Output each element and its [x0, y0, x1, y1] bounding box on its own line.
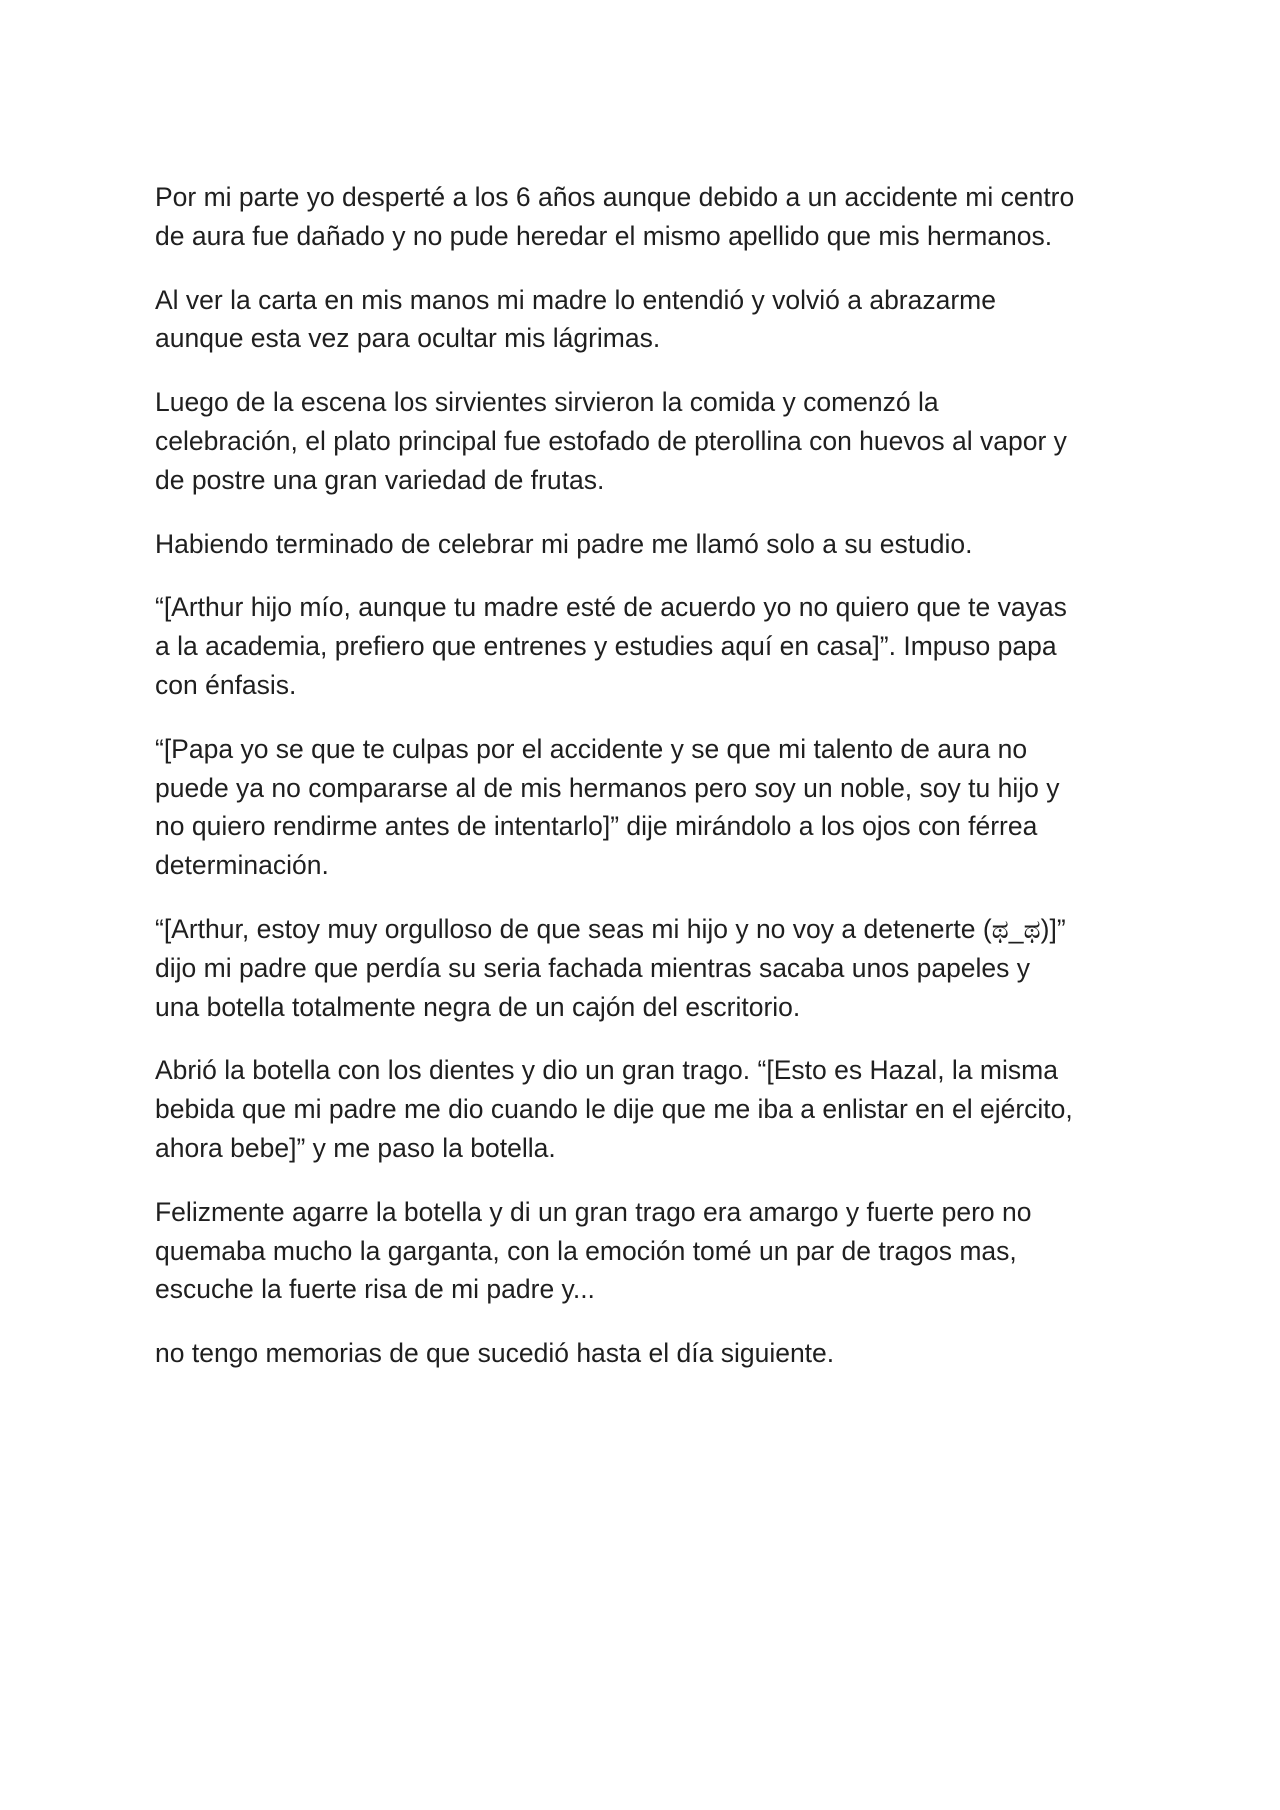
- document-body: [155, 178, 1140, 1398]
- paragraph-2: Al ver la carta en mis manos mi madre lo entendió y volvió a abrazarme aunque esta vez para ocultar mis lágrimas.: [155, 284, 996, 354]
- paragraph-6: “[Papa yo se que te culpas por el accidente y se que mi talento de aura no puede ya no compararse al de mis hermanos pero soy un noble, soy tu hijo y no quiero rendirme antes de intentarlo]” dije mirándolo a los ojos con férrea determinación.: [155, 733, 1060, 881]
- paragraph-3: Luego de la escena los sirvientes sirvieron la comida y comenzó la celebración, el plato principal fue estofado de pterollina con huevos al vapor y de postre una gran variedad de frutas.: [155, 387, 1067, 495]
- paragraph-7: “[Arthur, estoy muy orgulloso de que seas mi hijo y no voy a detenerte (ಥ_ಥ)]” dijo mi padre que perdía su seria fachada mientras sacaba unos papeles y una botella totalmente negra de un cajón del escritorio.: [155, 913, 1066, 1022]
- paragraph-8: Abrió la botella con los dientes y dio un gran trago. “[Esto es Hazal, la misma bebida que mi padre me dio cuando le dije que me iba a enlistar en el ejército, ahora bebe]” y me paso la botella.: [155, 1055, 1073, 1163]
- paragraph-5: “[Arthur hijo mío, aunque tu madre esté de acuerdo yo no quiero que te vayas a la academia, prefiero que entrenes y estudies aquí en casa]”. Impuso papa con énfasis.: [155, 592, 1067, 700]
- paragraph-1: Por mi parte yo desperté a los 6 años aunque debido a un accidente mi centro de aura fue dañado y no pude heredar el mismo apellido que mis hermanos.: [155, 182, 1075, 251]
- paragraph-4: Habiendo terminado de celebrar mi padre me llamó solo a su estudio.: [155, 528, 973, 559]
- paragraph-9: Felizmente agarre la botella y di un gran trago era amargo y fuerte pero no quemaba mucho la garganta, con la emoción tomé un par de tragos mas, escuche la fuerte risa de mi padre y...: [155, 1196, 1032, 1305]
- paragraph-10: no tengo memorias de que sucedió hasta el día siguiente.: [155, 1338, 835, 1369]
